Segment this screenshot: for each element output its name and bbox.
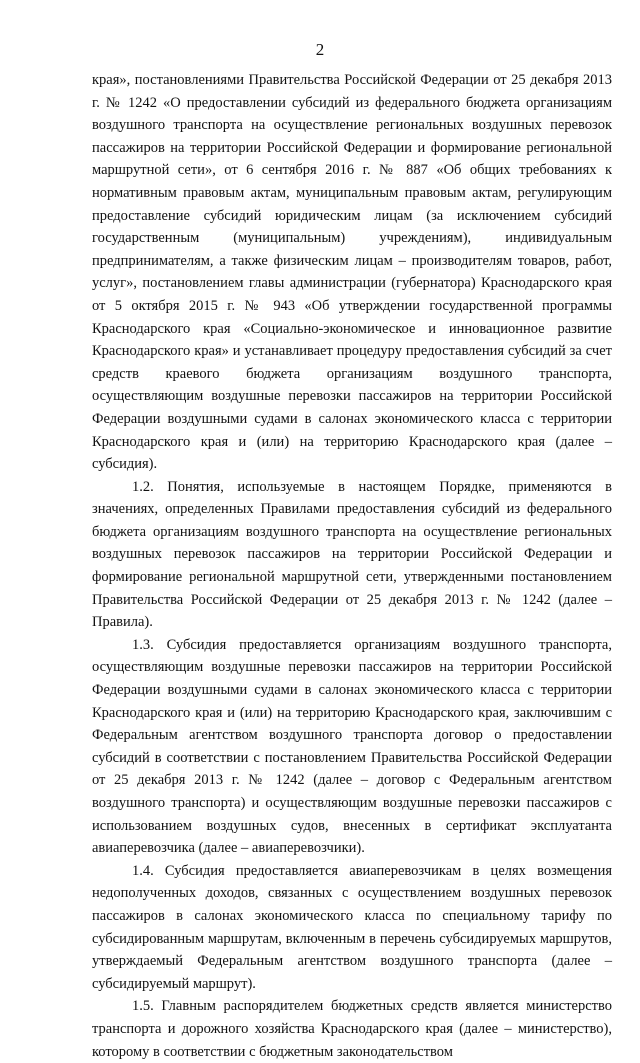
paragraph-1-3: 1.3. Субсидия предоставляется организациям воздушного транспорта, осуществляющим воздушные перевозки пассажиров на территории Российской Федерации воздушными судами в салонах экономического класса с территории Краснодарского края и (или) на территорию Краснодарского края, заключившим с Федеральным агентством воздушного транспорта договор о предоставлении субсидий в соответствии с постановлением Правительства Российской Федерации от 25 декабря 2013 г. № 1242 (далее – договор с Федеральным агентством воздушного транспорта) и осуществляющим воздушные перевозки пассажиров с использованием воздушных судов, внесенных в сертификат эксплуатанта авиаперевозчика (далее – авиаперевозчики). [92, 636, 612, 857]
page-number: 2 [315, 40, 325, 59]
paragraph-1-5: 1.5. Главным распорядителем бюджетных средств является министерство транспорта и дорожного хозяйства Краснодарского края (далее – министерство), которому в соответствии с бюджетным законодательством [92, 998, 612, 1060]
document-body [92, 69, 612, 1063]
paragraph-continuation: края», постановлениями Правительства Российской Федерации от 25 декабря 2013 г. № 1242 «О предоставлении субсидий из федерального бюджета организациям воздушного транспорта на осуществление региональных воздушных перевозок пассажиров на территории Российской Федерации и формирование региональной маршрутной сети», от 6 сентября 2016 г. № 887 «Об общих требованиях к нормативным правовым актам, муниципальным правовым актам, регулирующим предоставление субсидий юридическим лицам (за исключением субсидий государственным (муниципальным) учреждениям), индивидуальным предпринимателям, а также физическим лицам – производителям товаров, работ, услуг», постановлением главы администрации (губернатора) Краснодарского края от 5 октября 2015 г. № 943 «Об утверждении государственной программы Краснодарского края «Социально-экономическое и инновационное развитие Краснодарского края» и устанавливает процедуру предоставления субсидий за счет средств краевого бюджета организациям воздушного транспорта, осуществляющим воздушные перевозки пассажиров на территории Российской Федерации воздушными судами в салонах экономического класса с территории Краснодарского края и (или) на территорию Краснодарского края (далее – субсидия). [92, 72, 612, 473]
paragraph-1-4: 1.4. Субсидия предоставляется авиаперевозчикам в целях возмещения недополученных доходов, связанных с осуществлением воздушных перевозок пассажиров в салонах экономического класса по специальному тарифу по субсидированным маршрутам, включенным в перечень субсидируемых маршрутов, утверждаемый Федеральным агентством воздушного транспорта (далее – субсидируемый маршрут). [92, 862, 612, 992]
paragraph-1-2: 1.2. Понятия, используемые в настоящем Порядке, применяются в значениях, определенных Правилами предоставления субсидий из федерального бюджета организациям воздушного транспорта на осуществление региональных воздушных перевозок пассажиров на территории Российской Федерации и формирование региональной маршрутной сети, утвержденными постановлением Правительства Российской Федерации от 25 декабря 2013 г. № 1242 (далее – Правила). [92, 478, 612, 631]
